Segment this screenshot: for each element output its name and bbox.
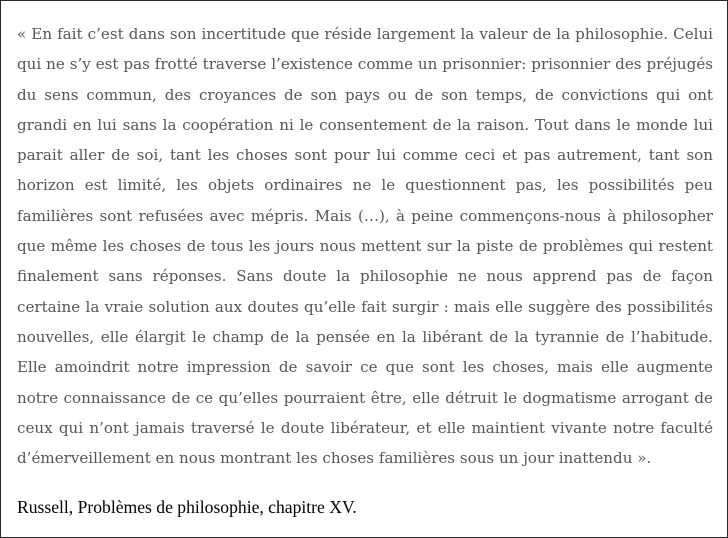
quote-text: « En fait c’est dans son incertitude que réside largement la valeur de la philosophie. Celui qui ne s’y est pas frotté traverse l’existence comme un prisonnier: prisonnier des préjugés du sens commun, des croyances de son pays ou de son temps, de convictions qui ont grandi en lui sans la coopération ni le consentement de la raison. Tout dans le monde lui parait aller de soi, tant les choses sont pour lui comme ceci et pas autrement, tant son horizon est limité, les objets ordinaires ne le questionnent pas, les possibilités peu familières sont refusées avec mépris. Mais (…), à peine commençons-nous à philosopher que même les choses de tous les jours nous mettent sur la piste de problèmes qui restent finalement sans réponses. Sans doute la philosophie ne nous apprend pas de façon certaine la vraie solution aux doutes qu’elle fait surgir : mais elle suggère des possibilités nouvelles, elle élargit le champ de la pensée en la libérant de la tyrannie de l’habitude. Elle amoindrit notre impression de savoir ce que sont les choses, mais elle augmente notre connaissance de ce qu’elles pourraient être, elle détruit le dogmatisme arrogant de ceux qui n’ont jamais traversé le doute libérateur, et elle maintient vivante notre faculté d’émerveillement en nous montrant les choses familières sous un jour inattendu ». <box>17 25 713 468</box>
source-citation: Russell, Problèmes de philosophie, chapitre XV. <box>17 497 357 517</box>
